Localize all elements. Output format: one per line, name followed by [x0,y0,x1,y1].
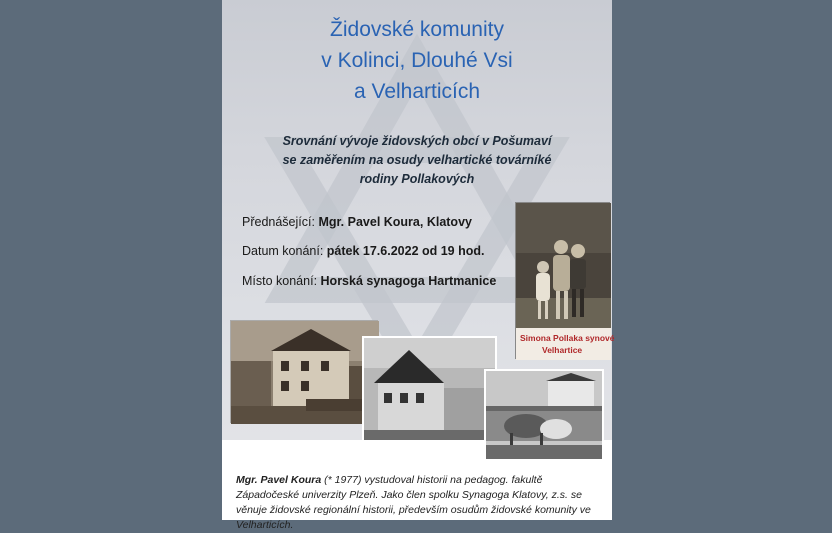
children-photo [515,202,615,359]
lecturer-bio [236,473,601,533]
bio-name: Mgr. Pavel Koura [236,473,322,486]
house-photo-image [231,321,379,424]
subtitle-line-1: Srovnání vývoje židovských obcí v Pošumaví [282,134,552,148]
title-line-3: a Velharticích [353,80,481,103]
photo-stamp-area [516,328,615,360]
date-row [242,244,485,258]
children-photo-image [516,203,611,328]
photo-stamp-line-1: Simona Pollaka synové [520,333,615,343]
cows-photo [484,369,604,461]
date-label: Datum konání: [242,244,324,258]
subtitle-line-3: rodiny Pollakových [359,172,475,186]
title-line-1: Židovské komunity [330,18,504,41]
subtitle-line-2: se zaměřením na osudy velhartické továrníké [282,153,552,167]
lecturer-label: Přednášející: [242,215,315,229]
cows-photo-image [486,371,602,459]
old-house-photo-image [364,338,495,440]
photo-stamp-line-2: Velhartice [542,345,583,355]
poster-title [222,14,612,107]
poster [222,0,615,531]
date-value: pátek 17.6.2022 od 19 hod. [326,244,485,258]
lecturer-row [242,215,472,229]
old-house-photo [362,336,497,442]
place-row [242,274,496,288]
place-label: Místo konání: [242,274,318,288]
bio-text: (* 1977) vystudoval historii na pedagog. fakultě Západočeské univerzity Plzeň. Jako člen spolku Synagoga Klatovy, z.s. se věnuje židovské regionální historii, především osudům židovské komunity ve Velharticích. [236,473,591,531]
lecturer-value: Mgr. Pavel Koura, Klatovy [318,215,472,229]
title-line-2: v Kolinci, Dlouhé Vsi [321,49,513,72]
place-value: Horská synagoga Hartmanice [320,274,497,288]
house-photo [230,320,378,423]
poster-upper-panel [222,0,615,440]
poster-subtitle [242,132,592,189]
